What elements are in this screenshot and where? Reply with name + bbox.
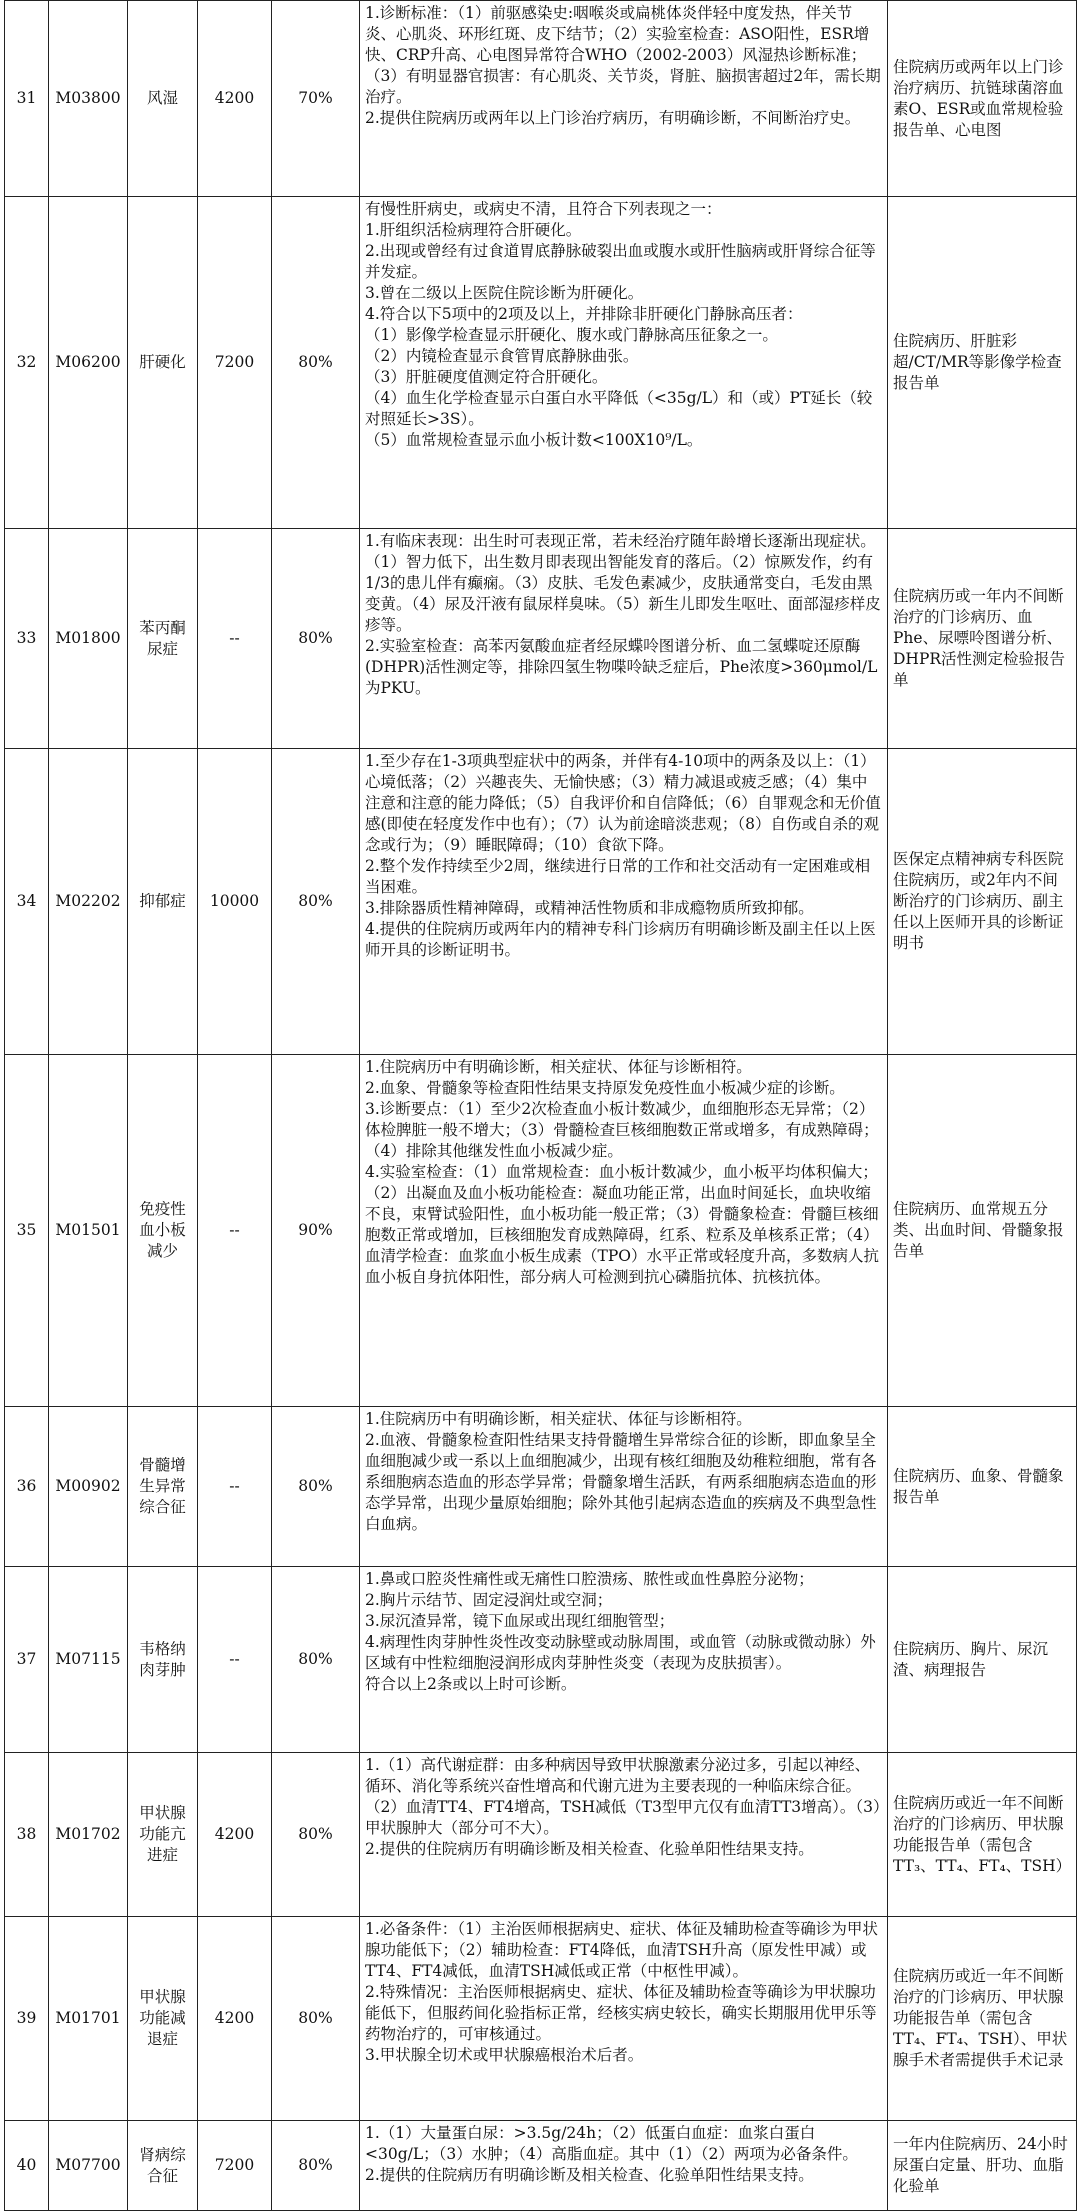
payment-limit: 4200 (198, 1753, 272, 1917)
diagnosis-criteria (360, 2121, 888, 2211)
row-number: 34 (5, 749, 49, 1055)
disease-code: M07700 (49, 2121, 128, 2211)
criteria-line: 2.出现或曾经有过食道胃底静脉破裂出血或腹水或肝性脑病或肝肾综合征等并发症。 (365, 242, 876, 281)
disease-name: 甲状腺功能减退症 (128, 1917, 198, 2121)
payment-limit: 7200 (198, 2121, 272, 2211)
diagnosis-criteria (360, 197, 888, 529)
table-body (5, 1, 1077, 2211)
disease-code: M07115 (49, 1567, 128, 1753)
criteria-line: 1.肝组织活检病理符合肝硬化。 (365, 221, 582, 239)
row-number: 38 (5, 1753, 49, 1917)
disease-code: M00902 (49, 1407, 128, 1567)
disease-name: 骨髓增生异常综合征 (128, 1407, 198, 1567)
disease-code: M01800 (49, 529, 128, 749)
criteria-line: 3.诊断要点：（1）至少2次检查血小板计数减少，血细胞形态无异常；（2）体检脾脏一般不增大；（3）骨髓检查巨核细胞数正常或增多，有成熟障碍；（4）排除其他继发性血小板减少症。 (365, 1100, 879, 1160)
criteria-line: 3.排除器质性精神障碍，或精神活性物质和非成瘾物质所致抑郁。 (365, 899, 814, 917)
required-materials: 医保定点精神病专科医院住院病历，或2年内不间断治疗的门诊病历、副主任以上医师开具的诊断证明书 (888, 749, 1077, 1055)
disease-code: M01702 (49, 1753, 128, 1917)
criteria-line: 2.血象、骨髓象等检查阳性结果支持原发免疫性血小板减少症的诊断。 (365, 1079, 845, 1097)
reimbursement-ratio: 80% (272, 1917, 360, 2121)
criteria-line: 1.有临床表现：出生时可表现正常，若未经治疗随年龄增长逐渐出现症状。（1）智力低下，出生数月即表现出智能发育的落后。（2）惊厥发作，约有1/3的患儿伴有癫痫。（3）皮肤、毛发色素减少，皮肤通常变白，毛发由黑变黄。（4）尿及汗液有鼠尿样臭味。（5）新生儿即发生呕吐、面部湿疹样皮疹等。 (365, 532, 881, 634)
diagnosis-criteria (360, 1407, 888, 1567)
criteria-line: 2.胸片示结节、固定浸润灶或空洞； (365, 1591, 613, 1609)
row-number: 35 (5, 1055, 49, 1407)
reimbursement-ratio: 80% (272, 1753, 360, 1917)
criteria-line: （3）肝脏硬度值测定符合肝硬化。 (365, 368, 608, 386)
disease-name: 肝硬化 (128, 197, 198, 529)
table-row (5, 2121, 1077, 2211)
disease-name: 风湿 (128, 1, 198, 197)
reimbursement-ratio: 80% (272, 749, 360, 1055)
row-number: 39 (5, 1917, 49, 2121)
row-number: 31 (5, 1, 49, 197)
payment-limit: 4200 (198, 1917, 272, 2121)
criteria-line: 1.住院病历中有明确诊断，相关症状、体征与诊断相符。 (365, 1058, 752, 1076)
criteria-line: 有慢性肝病史，或病史不清，且符合下列表现之一： (365, 200, 722, 218)
table-row (5, 1407, 1077, 1567)
diagnosis-criteria (360, 749, 888, 1055)
criteria-line: 1.至少存在1-3项典型症状中的两条，并伴有4-10项中的两条及以上：（1）心境低落；（2）兴趣丧失、无愉快感；（3）精力减退或疲乏感；（4）集中注意和注意的能力降低；（5）自我评价和自信降低；（6）自罪观念和无价值感(即使在轻度发作中也有）；（7）认为前途暗淡悲观；（8）自伤或自杀的观念或行为；（9）睡眠障碍；（10）食欲下降。 (365, 752, 881, 854)
reimbursement-ratio: 90% (272, 1055, 360, 1407)
diagnosis-criteria (360, 529, 888, 749)
criteria-line: （4）血生化学检查显示白蛋白水平降低（<35g/L）和（或）PT延长（较对照延长>3S）。 (365, 389, 873, 428)
diagnosis-criteria (360, 1753, 888, 1917)
criteria-line: 符合以上2条或以上时可诊断。 (365, 1675, 577, 1693)
table-row (5, 197, 1077, 529)
criteria-line: （2）内镜检查显示食管胃底静脉曲张。 (365, 347, 639, 365)
row-number: 36 (5, 1407, 49, 1567)
table-row (5, 749, 1077, 1055)
criteria-line: （1）影像学检查显示肝硬化、腹水或门静脉高压征象之一。 (365, 326, 778, 344)
required-materials: 住院病历或近一年不间断治疗的门诊病历、甲状腺功能报告单（需包含TT₃、TT₄、FT₄、TSH） (888, 1753, 1077, 1917)
payment-limit: 10000 (198, 749, 272, 1055)
required-materials: 住院病历、血象、骨髓象报告单 (888, 1407, 1077, 1567)
reimbursement-ratio: 80% (272, 197, 360, 529)
required-materials: 一年内住院病历、24小时尿蛋白定量、肝功、血脂化验单 (888, 2121, 1077, 2211)
disease-name: 苯丙酮尿症 (128, 529, 198, 749)
criteria-line: 2.特殊情况：主治医师根据病史、症状、体征及辅助检查等确诊为甲状腺功能低下，但服药间化验指标正常，经核实病史较长，确实长期服用优甲乐等药物治疗的，可审核通过。 (365, 1983, 877, 2043)
disease-code: M06200 (49, 197, 128, 529)
criteria-line: 3.甲状腺全切术或甲状腺癌根治术后者。 (365, 2046, 644, 2064)
criteria-line: 2.整个发作持续至少2周，继续进行日常的工作和社交活动有一定困难或相当困难。 (365, 857, 871, 896)
disease-name: 韦格纳肉芽肿 (128, 1567, 198, 1753)
disease-code: M01501 (49, 1055, 128, 1407)
criteria-line: 1.鼻或口腔炎性痛性或无痛性口腔溃疡、脓性或血性鼻腔分泌物； (365, 1570, 814, 1588)
criteria-line: 4.病理性肉芽肿性炎性改变动脉壁或动脉周围，或血管（动脉或微动脉）外区域有中性粒细胞浸润形成肉芽肿性炎变（表现为皮肤损害）。 (365, 1633, 876, 1672)
reimbursement-ratio: 80% (272, 1407, 360, 1567)
criteria-line: 1.必备条件：（1）主治医师根据病史、症状、体征及辅助检查等确诊为甲状腺功能低下；（2）辅助检查：FT4降低，血清TSH升高（原发性甲减）或TT4、FT4减低，血清TSH减低或正常（中枢性甲减）。 (365, 1920, 878, 1980)
diagnosis-criteria (360, 1055, 888, 1407)
required-materials: 住院病历或近一年不间断治疗的门诊病历、甲状腺功能报告单（需包含TT₄、FT₄、TSH）、甲状腺手术者需提供手术记录 (888, 1917, 1077, 2121)
reimbursement-ratio: 70% (272, 1, 360, 197)
disease-table (4, 0, 1077, 2211)
row-number: 32 (5, 197, 49, 529)
required-materials: 住院病历、血常规五分类、出血时间、骨髓象报告单 (888, 1055, 1077, 1407)
table-row (5, 1, 1077, 197)
criteria-line: （5）血常规检查显示血小板计数<100X10⁹/L。 (365, 431, 703, 449)
criteria-line: 1.诊断标准：（1）前驱感染史:咽喉炎或扁桃体炎伴轻中度发热，伴关节炎、心肌炎、环形红斑、皮下结节；（2）实验室检查：ASO阳性，ESR增快、CRP升高、心电图异常符合WHO（2002-2003）风湿热诊断标准；（3）有明显器官损害：有心肌炎、关节炎，肾脏、脑损害超过2年，需长期治疗。 (365, 4, 881, 106)
criteria-line: 1.住院病历中有明确诊断，相关症状、体征与诊断相符。 (365, 1410, 752, 1428)
criteria-line: 1.（1）高代谢症群：由多种病因导致甲状腺激素分泌过多，引起以神经、循环、消化等系统兴奋性增高和代谢亢进为主要表现的一种临床综合征。（2）血清TT4、FT4增高，TSH减低（T3型甲亢仅有血清TT3增高）。（3）甲状腺肿大（部分可不大）。 (365, 1756, 881, 1837)
required-materials: 住院病历或一年内不间断治疗的门诊病历、血Phe、尿嘌呤图谱分析、DHPR活性测定检验报告单 (888, 529, 1077, 749)
criteria-line: 3.曾在二级以上医院住院诊断为肝硬化。 (365, 284, 644, 302)
payment-limit: -- (198, 529, 272, 749)
criteria-line: 2.提供的住院病历有明确诊断及相关检查、化验单阳性结果支持。 (365, 2166, 814, 2184)
row-number: 40 (5, 2121, 49, 2211)
table-row (5, 1753, 1077, 1917)
criteria-line: 2.提供住院病历或两年以上门诊治疗病历，有明确诊断，不间断治疗史。 (365, 109, 861, 127)
reimbursement-ratio: 80% (272, 529, 360, 749)
diagnosis-criteria (360, 1, 888, 197)
criteria-line: 4.符合以下5项中的2项及以上，并排除非肝硬化门静脉高压者： (365, 305, 803, 323)
disease-name: 肾病综合征 (128, 2121, 198, 2211)
disease-code: M02202 (49, 749, 128, 1055)
required-materials: 住院病历、胸片、尿沉渣、病理报告 (888, 1567, 1077, 1753)
disease-name: 甲状腺功能亢进症 (128, 1753, 198, 1917)
table-row (5, 1567, 1077, 1753)
table-row (5, 529, 1077, 749)
payment-limit: -- (198, 1407, 272, 1567)
table-row (5, 1917, 1077, 2121)
criteria-line: 3.尿沉渣异常，镜下血尿或出现红细胞管型； (365, 1612, 675, 1630)
diagnosis-criteria (360, 1567, 888, 1753)
reimbursement-ratio: 80% (272, 2121, 360, 2211)
payment-limit: -- (198, 1567, 272, 1753)
disease-name: 抑郁症 (128, 749, 198, 1055)
row-number: 33 (5, 529, 49, 749)
disease-code: M03800 (49, 1, 128, 197)
reimbursement-ratio: 80% (272, 1567, 360, 1753)
payment-limit: 4200 (198, 1, 272, 197)
criteria-line: 2.血液、骨髓象检查阳性结果支持骨髓增生异常综合征的诊断，即血象呈全血细胞减少或一系以上血细胞减少，出现有核红细胞及幼稚粒细胞，常有各系细胞病态造血的形态学异常；骨髓象增生活跃，有两系细胞病态造血的形态学异常，出现少量原始细胞；除外其他引起病态造血的疾病及不典型急性白血病。 (365, 1431, 877, 1533)
required-materials: 住院病历、肝脏彩超/CT/MR等影像学检查报告单 (888, 197, 1077, 529)
row-number: 37 (5, 1567, 49, 1753)
required-materials: 住院病历或两年以上门诊治疗病历、抗链球菌溶血素O、ESR或血常规检验报告单、心电图 (888, 1, 1077, 197)
table-row (5, 1055, 1077, 1407)
criteria-line: 2.实验室检查：高苯丙氨酸血症者经尿蝶呤图谱分析、血二氢蝶啶还原酶(DHPR)活性测定等，排除四氢生物喋呤缺乏症后，Phe浓度>360μmol/L为PKU。 (365, 637, 878, 697)
disease-code: M01701 (49, 1917, 128, 2121)
diagnosis-criteria (360, 1917, 888, 2121)
criteria-line: 2.提供的住院病历有明确诊断及相关检查、化验单阳性结果支持。 (365, 1840, 814, 1858)
criteria-line: 4.提供的住院病历或两年内的精神专科门诊病历有明确诊断及副主任以上医师开具的诊断证明书。 (365, 920, 876, 959)
payment-limit: -- (198, 1055, 272, 1407)
payment-limit: 7200 (198, 197, 272, 529)
criteria-line: 4.实验室检查：（1）血常规检查：血小板计数减少，血小板平均体积偏大；（2）出凝血及血小板功能检查：凝血功能正常，出血时间延长，血块收缩不良，束臂试验阳性，血小板功能一般正常；（3）骨髓象检查：骨髓巨核细胞数正常或增加，巨核细胞发育成熟障碍，红系、粒系及单核系正常；（4）血清学检查：血浆血小板生成素（TPO）水平正常或轻度升高，多数病人抗血小板自身抗体阳性，部分病人可检测到抗心磷脂抗体、抗核抗体。 (365, 1163, 879, 1286)
criteria-line: 1.（1）大量蛋白尿：>3.5g/24h；（2）低蛋白血症：血浆白蛋白<30g/L；（3）水肿；（4）高脂血症。其中（1）（2）两项为必备条件。 (365, 2124, 858, 2163)
disease-name: 免疫性血小板减少 (128, 1055, 198, 1407)
